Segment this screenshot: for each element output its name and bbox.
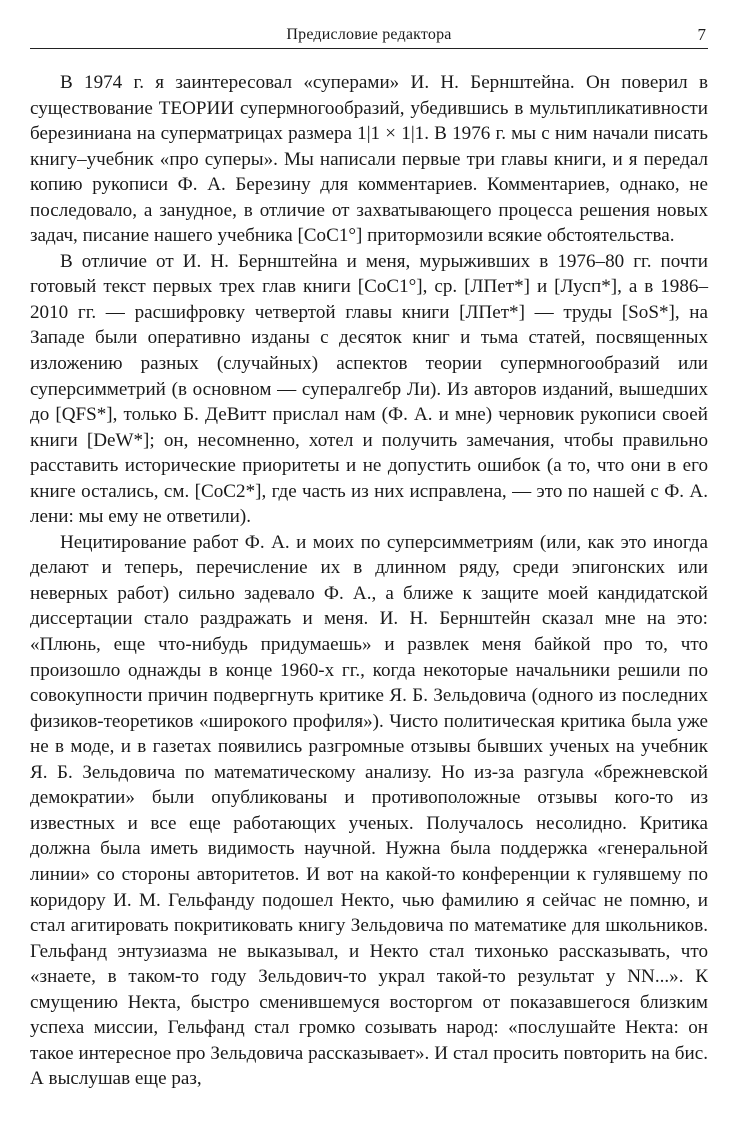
page-number: 7 [697, 25, 706, 44]
running-title: Предисловие редактора [286, 26, 452, 43]
paragraph-3: Нецитирование работ Ф. А. и моих по суперсимметриям (или, как это иногда делают и теперь, перечисление их в длинном ряду, среди эпигонских или неверных работ) сильно задевало Ф. А., а ближе к защите моей кандидатской диссертации стало раздражать и меня. И. Н. Бернштейн сказал мне на это: «Плюнь, еще что-нибудь придумаешь» и развлек меня байкой про то, что произошло однажды в конце 1960-х гг., когда некоторые начальники решили по совокупности причин подвергнуть критике Я. Б. Зельдовича (одного из последних физиков-теоретиков «широкого профиля»). Чисто политическая критика была уже не в моде, и в газетах появились разгромные отзывы бывших ученых на учебник Я. Б. Зельдовича по математическому анализу. Но из-за разгула «брежневской демократии» были опубликованы и противоположные отзывы кого-то из известных и все еще работающих ученых. Получалось несолидно. Критика должна была иметь видимость научной. Нужна была поддержка «генеральной линии» со стороны авторитетов. И вот на какой-то конференции к гулявшему по коридору И. М. Гельфанду подошел Некто, чью фамилию я сейчас не помню, и стал агитировать покритиковать книгу Зельдовича по математике для школьников. Гельфанд энтузиазма не выказывал, и Некто стал тихонько рассказывать, что «знаете, в таком-то году Зельдович-то украл такой-то результат у NN...». К смущению Некта, быстро сменившемуся восторгом от показавшегося близким успеха миссии, Гельфанд стал громко созывать народ: «послушайте Некта: он такое интересное про Зельдовича рассказывает». И стал просить повторить на бис. А выслушав еще раз, [30, 531, 708, 1090]
page [30, 0, 708, 1092]
paragraph-2: В отличие от И. Н. Бернштейна и меня, мурыживших в 1976–80 гг. почти готовый текст первых трех глав книги [CoC1°], ср. [ЛПет*] и [Лусп*], а в 1986–2010 гг. — расшифровку четвертой главы книги [ЛПет*] — труды [SoS*], на Западе были оперативно изданы с десяток книг и тьма статей, посвященных изложению разных (случайных) аспектов теории супермногообразий или суперсимметрий (в основном — суперaлгебр Ли). Из авторов изданий, вышедших до [QFS*], только Б. ДеВитт прислал нам (Ф. А. и мне) черновик рукописи своей книги [DeW*]; он, несомненно, хотел и получить замечания, чтобы правильно расставить исторические приоритеты и не допустить ошибок (а то, что они в его книге остались, см. [CoC2*], где часть из них исправлена, — это по нашей с Ф. А. лени: мы ему не ответили). [30, 250, 708, 528]
running-head [30, 0, 708, 49]
paragraph-1: В 1974 г. я заинтересовал «суперами» И. Н. Бернштейна. Он поверил в существование ТЕОРИИ супермногообразий, убедившись в мультипликативности березиниана на суперматрицах размера 1|1 × 1|1. В 1976 г. мы с ним начали писать книгу–учебник «про суперы». Мы написали первые три главы книги, и я передал копию рукописи Ф. А. Березину для комментариев. Комментариев, однако, не последовало, а занудное, в отличие от захватывающего процесса решения новых задач, писание нашего учебника [CoC1°] притормозили всякие обстоятельства. [30, 72, 708, 247]
body-text [30, 70, 708, 1092]
